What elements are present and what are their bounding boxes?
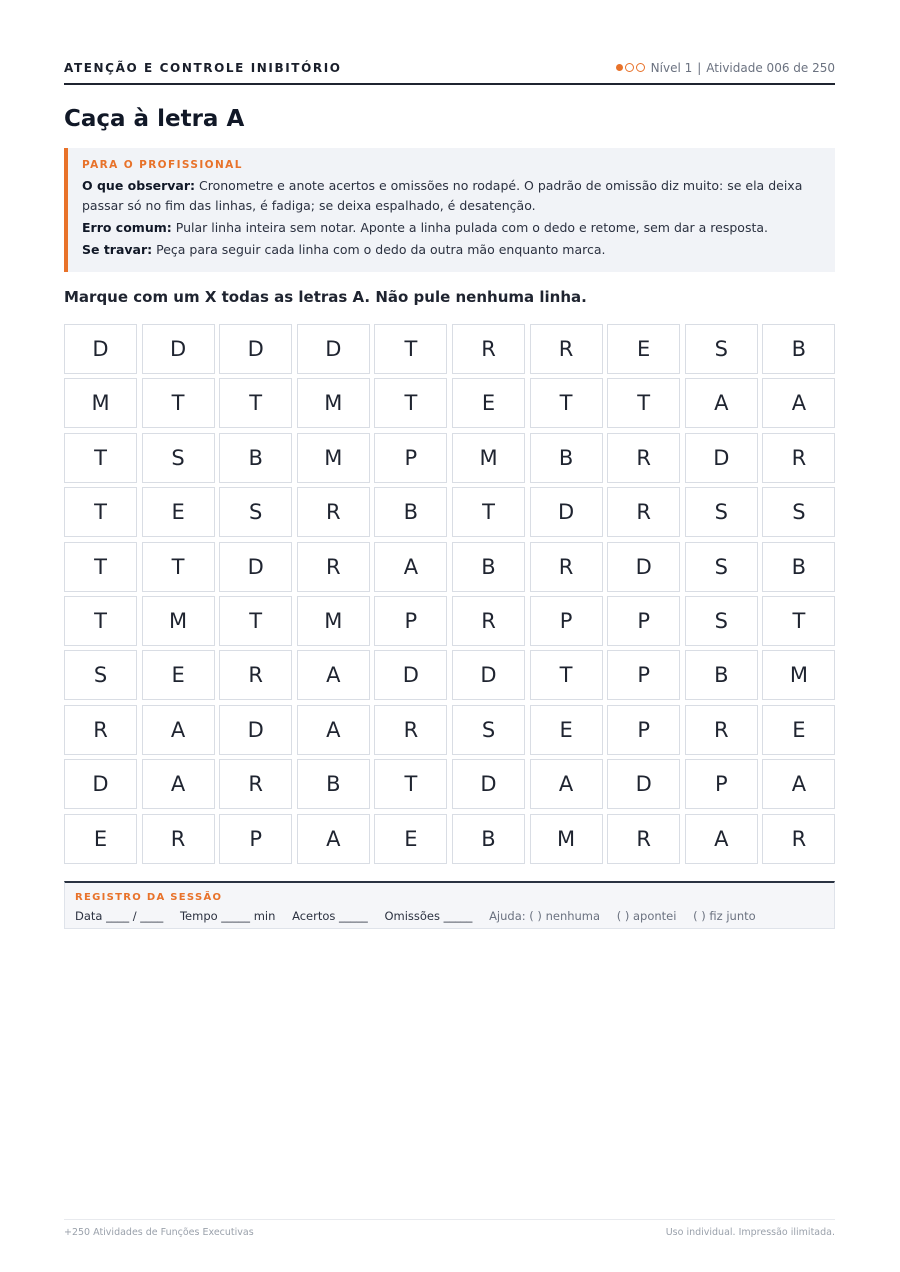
letter-cell[interactable]: A [142,759,215,809]
letter-cell[interactable]: S [685,542,758,592]
letter-cell[interactable]: R [607,433,680,483]
letter-cell[interactable]: B [685,650,758,700]
letter-cell[interactable]: E [452,378,525,428]
letter-cell[interactable]: P [607,705,680,755]
letter-cell[interactable]: A [297,705,370,755]
letter-cell[interactable]: B [219,433,292,483]
letter-cell[interactable]: R [374,705,447,755]
letter-cell[interactable]: D [685,433,758,483]
letter-cell[interactable]: A [142,705,215,755]
letter-cell[interactable]: A [685,378,758,428]
omissions-field: Omissões _____ [384,909,473,923]
letter-cell[interactable]: T [142,378,215,428]
time-field: Tempo _____ min [179,909,276,923]
letter-cell[interactable]: T [219,378,292,428]
letter-cell[interactable]: D [219,542,292,592]
section-title: ATENÇÃO E CONTROLE INIBITÓRIO [64,61,342,75]
letter-cell[interactable]: R [452,324,525,374]
letter-cell[interactable]: D [374,650,447,700]
letter-cell[interactable]: D [607,759,680,809]
page-footer [64,1219,835,1238]
header-separator: | [697,61,702,75]
letter-cell[interactable]: S [685,324,758,374]
letter-cell[interactable]: M [64,378,137,428]
letter-cell[interactable]: T [374,378,447,428]
letter-cell[interactable]: T [64,487,137,537]
letter-cell[interactable]: P [607,650,680,700]
letter-cell[interactable]: M [452,433,525,483]
letter-cell[interactable]: T [530,378,603,428]
error-label: Erro comum: [82,220,172,235]
observe-text: Cronometre e anote acertos e omissões no rodapé. O padrão de omissão diz muito: se ela deixa passar só no fim das linhas, é fadiga; se deixa espalhado, é desatenção. [82,178,803,213]
page-header [64,60,835,85]
letter-cell[interactable]: S [142,433,215,483]
letter-cell[interactable]: R [530,542,603,592]
letter-cell[interactable]: R [297,487,370,537]
letter-cell[interactable]: D [452,650,525,700]
letter-cell[interactable]: T [142,542,215,592]
letter-cell[interactable]: S [452,705,525,755]
letter-cell[interactable]: B [762,324,835,374]
session-log [64,881,835,929]
letter-cell[interactable]: A [297,650,370,700]
letter-cell[interactable]: B [374,487,447,537]
error-text: Pular linha inteira sem notar. Aponte a linha pulada com o dedo e retome, sem dar a resposta. [175,220,768,235]
footer-right-text: Uso individual. Impressão ilimitada. [665,1227,835,1238]
letter-cell[interactable]: E [530,705,603,755]
professional-notes [64,148,835,272]
letter-cell[interactable]: R [607,487,680,537]
letter-cell[interactable]: A [685,814,758,864]
footer-left-text: +250 Atividades de Funções Executivas [64,1227,254,1238]
level-dot-empty-icon [625,63,634,72]
letter-cell[interactable]: R [297,542,370,592]
letter-cell[interactable]: T [219,596,292,646]
help-option-together: ( ) fiz junto [693,909,756,923]
letter-cell[interactable]: D [64,324,137,374]
date-field: Data ____ / ____ [75,909,164,923]
letter-cell[interactable]: S [762,487,835,537]
letter-cell[interactable]: S [685,596,758,646]
stuck-text: Peça para seguir cada linha com o dedo da outra mão enquanto marca. [156,242,606,257]
letter-cell[interactable]: B [762,542,835,592]
letter-cell[interactable]: D [219,324,292,374]
letter-cell[interactable]: E [374,814,447,864]
letter-cell[interactable]: A [297,814,370,864]
letter-cell[interactable]: B [530,433,603,483]
letter-cell[interactable]: E [142,650,215,700]
letter-cell[interactable]: P [685,759,758,809]
letter-cell[interactable]: A [762,378,835,428]
letter-cell[interactable]: P [530,596,603,646]
letter-cell[interactable]: M [297,378,370,428]
page-title: Caça à letra A [64,106,245,132]
observe-label: O que observar: [82,178,196,193]
letter-cell[interactable]: S [685,487,758,537]
letter-cell[interactable]: P [607,596,680,646]
letter-cell[interactable]: E [64,814,137,864]
level-dot-filled-icon [616,64,623,71]
letter-cell[interactable]: R [762,433,835,483]
letter-cell[interactable]: T [607,378,680,428]
letter-cell[interactable]: M [762,650,835,700]
letter-cell[interactable]: T [374,324,447,374]
observe-note [82,176,822,216]
activity-counter: Atividade 006 de 250 [706,61,835,75]
letter-cell[interactable]: P [374,596,447,646]
letter-cell[interactable]: P [219,814,292,864]
letter-cell[interactable]: B [452,814,525,864]
hits-field: Acertos _____ [292,909,368,923]
session-fields [75,909,769,923]
letter-cell[interactable]: E [762,705,835,755]
letter-cell[interactable]: D [64,759,137,809]
letter-cell[interactable]: D [530,487,603,537]
level-dot-empty-icon [636,63,645,72]
letter-cell[interactable]: T [64,433,137,483]
letter-cell[interactable]: R [219,650,292,700]
letter-cell[interactable]: R [452,596,525,646]
letter-cell[interactable]: D [452,759,525,809]
letter-cell[interactable]: A [374,542,447,592]
task-instruction: Marque com um X todas as letras A. Não pule nenhuma linha. [64,288,587,306]
letter-cell[interactable]: M [297,433,370,483]
letter-cell[interactable]: T [762,596,835,646]
letter-cell[interactable]: M [530,814,603,864]
letter-cell[interactable]: T [452,487,525,537]
letter-cell[interactable]: D [297,324,370,374]
letter-cell[interactable]: D [607,542,680,592]
letter-cell[interactable]: R [219,759,292,809]
letter-cell[interactable]: S [219,487,292,537]
letter-cell[interactable]: E [142,487,215,537]
letter-grid [64,324,836,864]
error-note [82,218,822,238]
letter-cell[interactable]: R [64,705,137,755]
letter-cell[interactable]: R [607,814,680,864]
letter-cell[interactable]: T [64,596,137,646]
level-indicator [616,61,835,75]
stuck-note [82,240,822,260]
letter-cell[interactable]: T [64,542,137,592]
level-label: Nível 1 [650,61,693,75]
letter-cell[interactable]: P [374,433,447,483]
letter-cell[interactable]: T [530,650,603,700]
letter-cell[interactable]: T [374,759,447,809]
letter-cell[interactable]: S [64,650,137,700]
professional-label: PARA O PROFISSIONAL [82,159,243,171]
letter-cell[interactable]: D [219,705,292,755]
letter-cell[interactable]: R [530,324,603,374]
letter-cell[interactable]: D [142,324,215,374]
session-label: REGISTRO DA SESSÃO [75,892,223,903]
letter-cell[interactable]: A [530,759,603,809]
letter-cell[interactable]: M [297,596,370,646]
stuck-label: Se travar: [82,242,153,257]
help-option-none: Ajuda: ( ) nenhuma [489,909,601,923]
letter-cell[interactable]: B [452,542,525,592]
letter-cell[interactable]: R [685,705,758,755]
letter-cell[interactable]: R [142,814,215,864]
help-option-pointed: ( ) apontei [616,909,677,923]
letter-cell[interactable]: E [607,324,680,374]
letter-cell[interactable]: B [297,759,370,809]
letter-cell[interactable]: M [142,596,215,646]
letter-cell[interactable]: R [762,814,835,864]
letter-cell[interactable]: A [762,759,835,809]
